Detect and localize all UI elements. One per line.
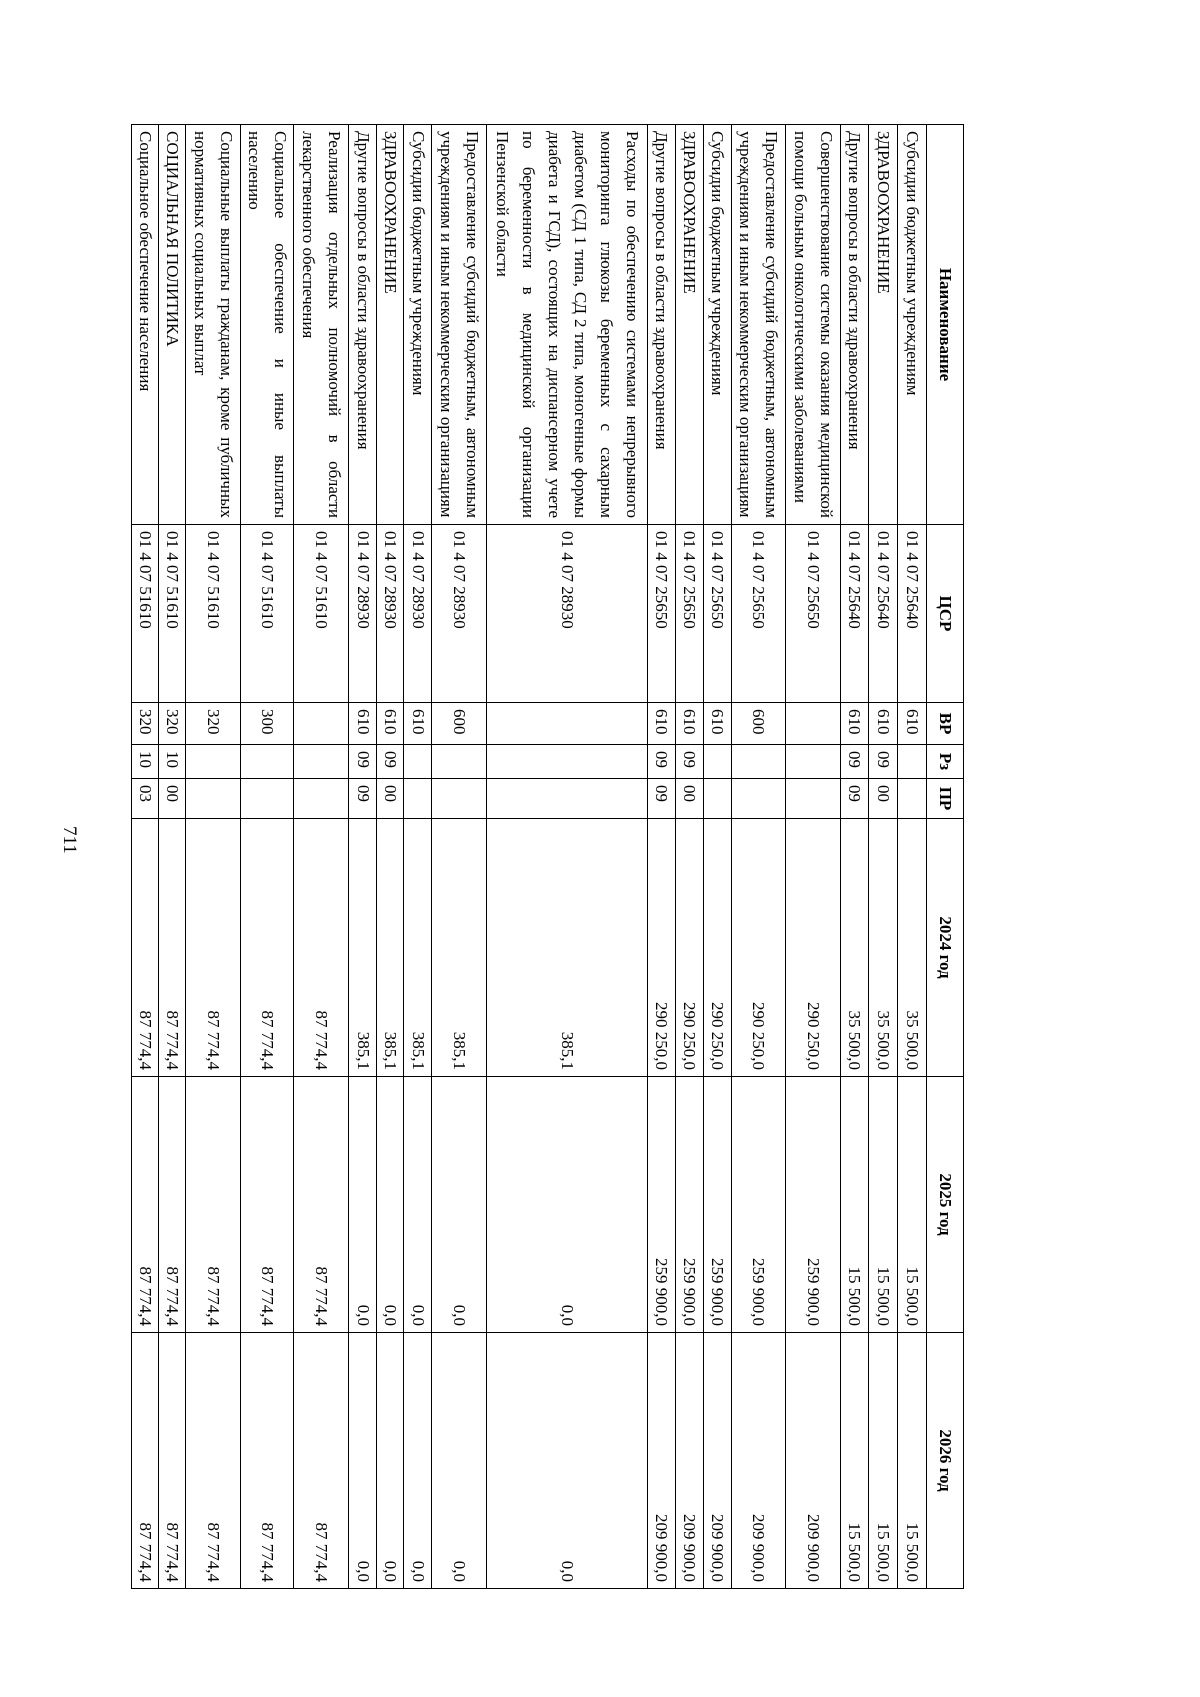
cell-rz: 09	[349, 745, 377, 779]
cell-vr: 610	[868, 703, 897, 745]
table-row	[186, 125, 241, 1589]
header-pr: ПР	[927, 779, 964, 819]
cell-y2026: 209 900,0	[647, 1333, 675, 1589]
cell-rz: 10	[132, 745, 159, 779]
cell-vr: 610	[675, 703, 703, 745]
cell-y2024: 385,1	[487, 819, 647, 1077]
cell-y2024: 385,1	[404, 819, 432, 1077]
cell-y2025: 87 774,4	[294, 1077, 349, 1333]
cell-y2025: 87 774,4	[186, 1077, 241, 1333]
cell-y2024: 385,1	[432, 819, 487, 1077]
cell-vr	[785, 703, 840, 745]
cell-y2025: 87 774,4	[159, 1077, 186, 1333]
cell-y2025: 15 500,0	[897, 1077, 926, 1333]
cell-y2025: 87 774,4	[241, 1077, 294, 1333]
table-row	[349, 125, 377, 1589]
cell-vr: 320	[159, 703, 186, 745]
cell-vr: 610	[377, 703, 404, 745]
cell-csr: 01 4 07 51610	[132, 525, 159, 703]
cell-y2026: 15 500,0	[897, 1333, 926, 1589]
cell-csr: 01 4 07 28930	[377, 525, 404, 703]
cell-pr	[294, 779, 349, 819]
cell-name: Социальное обеспечение и иные выплаты населению	[241, 125, 294, 525]
cell-y2026: 0,0	[377, 1333, 404, 1589]
cell-y2024: 87 774,4	[186, 819, 241, 1077]
cell-csr: 01 4 07 25640	[897, 525, 926, 703]
cell-rz: 09	[647, 745, 675, 779]
cell-vr: 610	[703, 703, 731, 745]
cell-y2024: 290 250,0	[675, 819, 703, 1077]
cell-y2026: 209 900,0	[703, 1333, 731, 1589]
cell-y2025: 259 900,0	[731, 1077, 785, 1333]
cell-pr: 00	[377, 779, 404, 819]
cell-pr	[703, 779, 731, 819]
cell-y2024: 385,1	[349, 819, 377, 1077]
cell-y2025: 0,0	[404, 1077, 432, 1333]
cell-y2026: 15 500,0	[868, 1333, 897, 1589]
cell-rz	[487, 745, 647, 779]
cell-y2026: 87 774,4	[132, 1333, 159, 1589]
cell-rz	[432, 745, 487, 779]
cell-y2026: 209 900,0	[731, 1333, 785, 1589]
cell-y2025: 259 900,0	[647, 1077, 675, 1333]
cell-y2026: 209 900,0	[675, 1333, 703, 1589]
cell-name: Совершенствование системы оказания медицинской помощи больным онкологическими заболеваниями	[785, 125, 840, 525]
cell-rz: 09	[868, 745, 897, 779]
cell-rz	[897, 745, 926, 779]
cell-name: Другие вопросы в области здравоохранения	[647, 125, 675, 525]
table-row	[840, 125, 868, 1589]
table-row	[487, 125, 647, 1589]
cell-csr: 01 4 07 51610	[159, 525, 186, 703]
cell-csr: 01 4 07 25650	[731, 525, 785, 703]
cell-vr: 610	[349, 703, 377, 745]
cell-vr	[294, 703, 349, 745]
cell-name: ЗДРАВООХРАНЕНИЕ	[377, 125, 404, 525]
cell-y2026: 209 900,0	[785, 1333, 840, 1589]
cell-y2024: 35 500,0	[840, 819, 868, 1077]
table-header-row	[927, 125, 964, 1589]
cell-pr: 09	[349, 779, 377, 819]
cell-name: ЗДРАВООХРАНЕНИЕ	[868, 125, 897, 525]
cell-name: Социальное обеспечение населения	[132, 125, 159, 525]
cell-rz	[731, 745, 785, 779]
header-name: Наименование	[927, 125, 964, 525]
cell-name: Социальные выплаты гражданам, кроме публичных нормативных социальных выплат	[186, 125, 241, 525]
cell-y2024: 87 774,4	[294, 819, 349, 1077]
cell-name: Другие вопросы в области здравоохранения	[349, 125, 377, 525]
cell-name: Другие вопросы в области здравоохранения	[840, 125, 868, 525]
cell-pr	[241, 779, 294, 819]
cell-y2025: 259 900,0	[675, 1077, 703, 1333]
cell-csr: 01 4 07 25650	[647, 525, 675, 703]
header-2024: 2024 год	[927, 819, 964, 1077]
table-row	[159, 125, 186, 1589]
cell-pr: 09	[647, 779, 675, 819]
cell-csr: 01 4 07 51610	[241, 525, 294, 703]
table-row	[897, 125, 926, 1589]
cell-csr: 01 4 07 28930	[349, 525, 377, 703]
cell-pr	[897, 779, 926, 819]
cell-vr: 600	[432, 703, 487, 745]
header-vr: ВР	[927, 703, 964, 745]
cell-vr: 600	[731, 703, 785, 745]
budget-table	[131, 124, 964, 1589]
header-csr: ЦСР	[927, 525, 964, 703]
cell-vr: 610	[897, 703, 926, 745]
cell-pr	[404, 779, 432, 819]
cell-vr: 610	[647, 703, 675, 745]
table-row	[294, 125, 349, 1589]
cell-csr: 01 4 07 25640	[868, 525, 897, 703]
cell-y2024: 35 500,0	[868, 819, 897, 1077]
cell-name: Субсидии бюджетным учреждениям	[703, 125, 731, 525]
table-row	[785, 125, 840, 1589]
table-row	[404, 125, 432, 1589]
table-row	[377, 125, 404, 1589]
cell-name: Реализация отдельных полномочий в области лекарственного обеспечения	[294, 125, 349, 525]
cell-rz: 09	[675, 745, 703, 779]
table-body	[132, 125, 927, 1589]
cell-csr: 01 4 07 28930	[404, 525, 432, 703]
cell-name: Предоставление субсидий бюджетным, автономным учреждениям и иным некоммерческим организациям	[731, 125, 785, 525]
cell-y2026: 87 774,4	[186, 1333, 241, 1589]
cell-y2025: 0,0	[349, 1077, 377, 1333]
table-row	[868, 125, 897, 1589]
cell-y2024: 87 774,4	[159, 819, 186, 1077]
cell-pr	[785, 779, 840, 819]
cell-y2024: 290 250,0	[647, 819, 675, 1077]
cell-pr: 09	[840, 779, 868, 819]
cell-y2025: 259 900,0	[703, 1077, 731, 1333]
cell-y2026: 87 774,4	[241, 1333, 294, 1589]
cell-name: Субсидии бюджетным учреждениям	[404, 125, 432, 525]
cell-pr: 03	[132, 779, 159, 819]
cell-pr: 00	[159, 779, 186, 819]
cell-rz	[241, 745, 294, 779]
cell-y2024: 290 250,0	[703, 819, 731, 1077]
cell-rz: 09	[377, 745, 404, 779]
cell-y2025: 15 500,0	[868, 1077, 897, 1333]
cell-pr	[432, 779, 487, 819]
table-row	[703, 125, 731, 1589]
cell-vr	[487, 703, 647, 745]
cell-csr: 01 4 07 51610	[294, 525, 349, 703]
cell-y2024: 87 774,4	[132, 819, 159, 1077]
cell-rz	[186, 745, 241, 779]
cell-pr: 00	[675, 779, 703, 819]
header-2025: 2025 год	[927, 1077, 964, 1333]
cell-y2026: 0,0	[349, 1333, 377, 1589]
cell-rz: 10	[159, 745, 186, 779]
cell-name: Расходы по обеспечению системами непрерывного мониторинга глюкозы беременных с сахарным диабетом (СД 1 типа, СД 2 типа, моногенные формы диабета и ГСД), состоящих на диспансерном учете по беременности в медицинской организации Пензенской области	[487, 125, 647, 525]
cell-vr: 320	[132, 703, 159, 745]
header-rz: Рз	[927, 745, 964, 779]
cell-name: СОЦИАЛЬНАЯ ПОЛИТИКА	[159, 125, 186, 525]
table-row	[241, 125, 294, 1589]
cell-csr: 01 4 07 25650	[703, 525, 731, 703]
table-container	[131, 124, 964, 1588]
cell-y2025: 259 900,0	[785, 1077, 840, 1333]
cell-rz: 09	[840, 745, 868, 779]
table-row	[132, 125, 159, 1589]
cell-y2025: 0,0	[377, 1077, 404, 1333]
cell-csr: 01 4 07 28930	[487, 525, 647, 703]
cell-pr	[731, 779, 785, 819]
table-row	[731, 125, 785, 1589]
cell-y2025: 15 500,0	[840, 1077, 868, 1333]
cell-y2026: 0,0	[487, 1333, 647, 1589]
cell-y2024: 290 250,0	[785, 819, 840, 1077]
cell-y2025: 0,0	[487, 1077, 647, 1333]
cell-csr: 01 4 07 25650	[785, 525, 840, 703]
cell-name: ЗДРАВООХРАНЕНИЕ	[675, 125, 703, 525]
cell-name: Предоставление субсидий бюджетным, автономным учреждениям и иным некоммерческим организациям	[432, 125, 487, 525]
cell-vr: 610	[840, 703, 868, 745]
cell-csr: 01 4 07 51610	[186, 525, 241, 703]
cell-rz	[404, 745, 432, 779]
cell-rz	[703, 745, 731, 779]
cell-y2026: 0,0	[404, 1333, 432, 1589]
header-2026: 2026 год	[927, 1333, 964, 1589]
cell-rz	[785, 745, 840, 779]
cell-y2024: 385,1	[377, 819, 404, 1077]
cell-csr: 01 4 07 28930	[432, 525, 487, 703]
cell-pr	[487, 779, 647, 819]
cell-rz	[294, 745, 349, 779]
cell-vr: 320	[186, 703, 241, 745]
cell-y2026: 87 774,4	[159, 1333, 186, 1589]
cell-y2026: 87 774,4	[294, 1333, 349, 1589]
cell-csr: 01 4 07 25650	[675, 525, 703, 703]
cell-y2024: 35 500,0	[897, 819, 926, 1077]
cell-name: Субсидии бюджетным учреждениям	[897, 125, 926, 525]
page-number: 711	[59, 826, 80, 854]
cell-vr: 610	[404, 703, 432, 745]
cell-y2025: 87 774,4	[132, 1077, 159, 1333]
cell-pr: 00	[868, 779, 897, 819]
cell-y2024: 87 774,4	[241, 819, 294, 1077]
cell-y2026: 0,0	[432, 1333, 487, 1589]
cell-vr: 300	[241, 703, 294, 745]
cell-y2026: 15 500,0	[840, 1333, 868, 1589]
cell-y2025: 0,0	[432, 1077, 487, 1333]
cell-y2024: 290 250,0	[731, 819, 785, 1077]
cell-csr: 01 4 07 25640	[840, 525, 868, 703]
table-row	[432, 125, 487, 1589]
cell-pr	[186, 779, 241, 819]
table-row	[647, 125, 675, 1589]
table-row	[675, 125, 703, 1589]
